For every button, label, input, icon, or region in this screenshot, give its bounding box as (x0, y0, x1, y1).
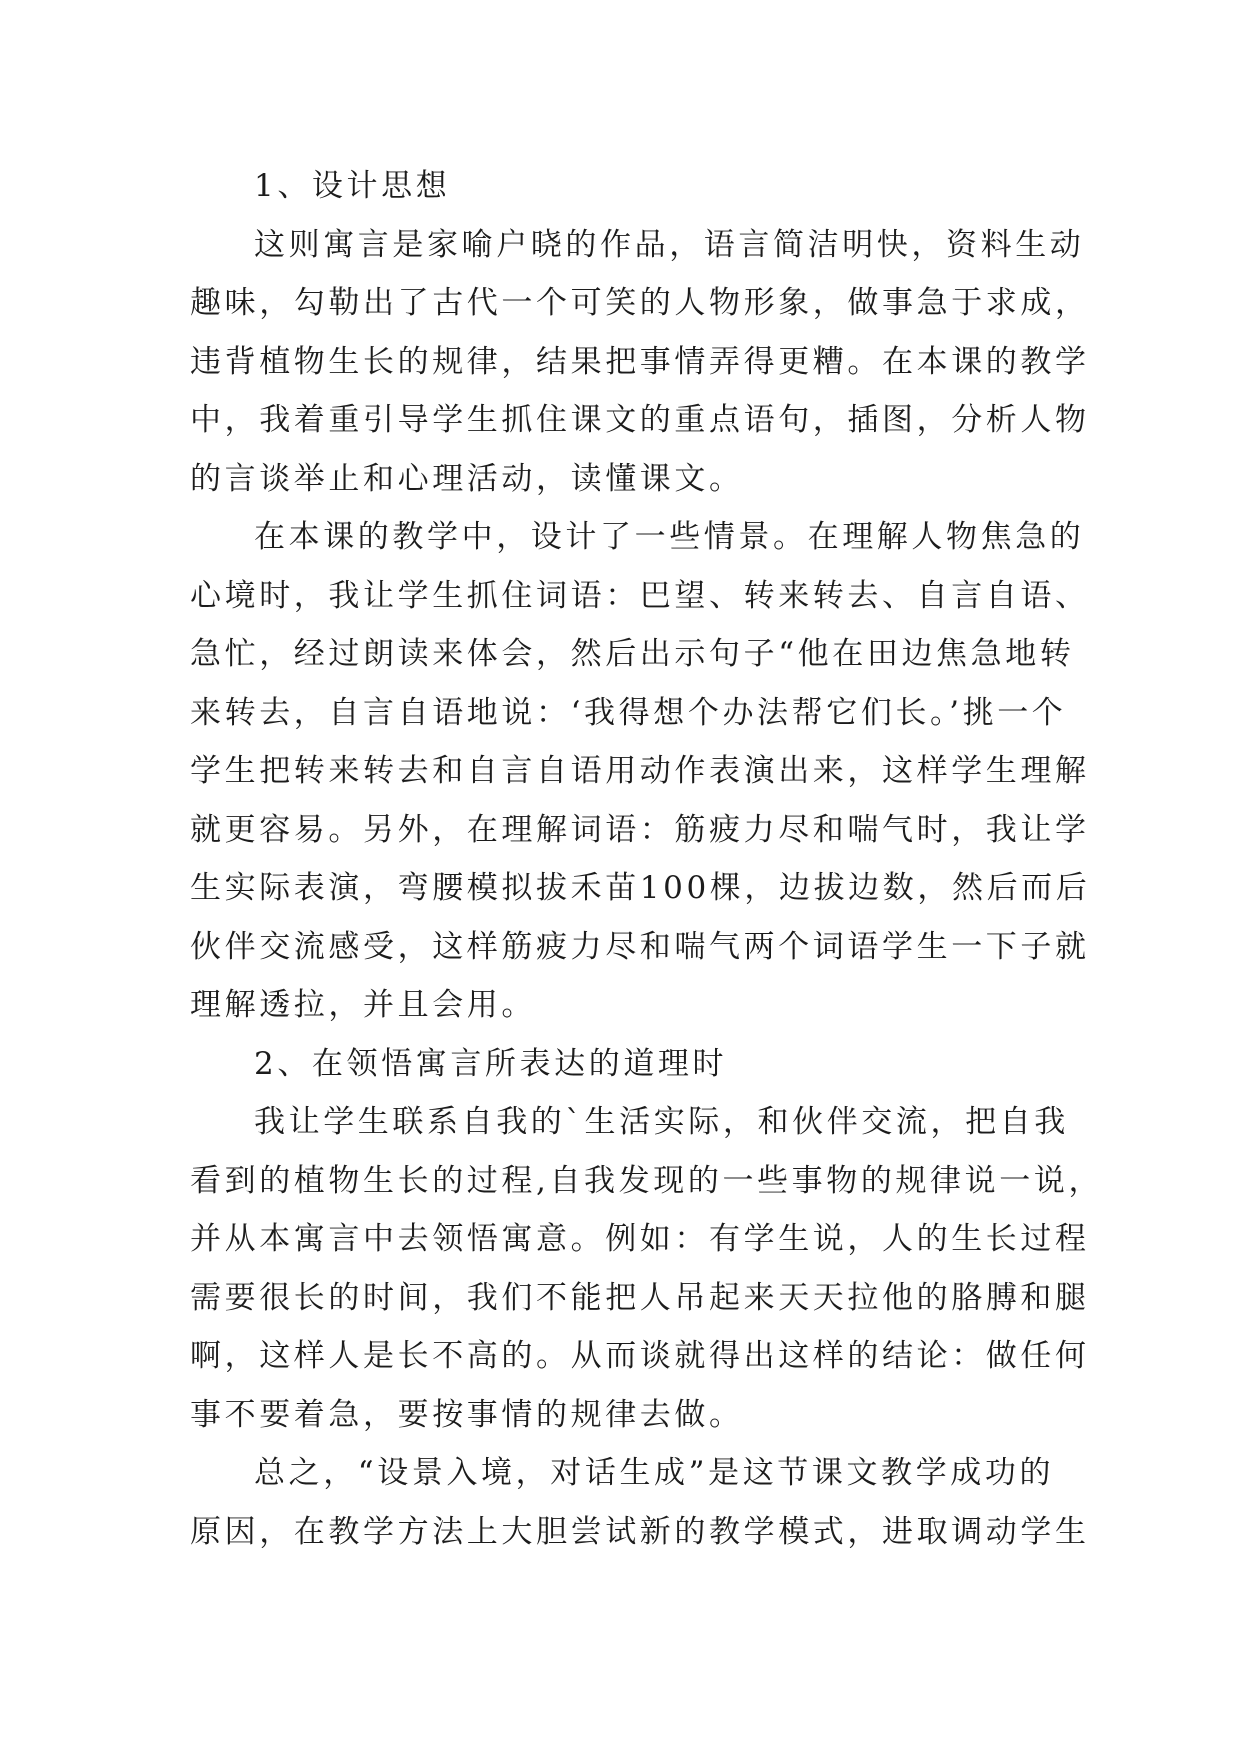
paragraph-line: 的言谈举止和心理活动，读懂课文。 (190, 460, 744, 497)
section-heading-2: 2、在领悟寓言所表达的道理时 (254, 1045, 728, 1082)
paragraph-line: 学生把转来转去和自言自语用动作表演出来，这样学生理解 (190, 753, 1090, 789)
paragraph-line: 心境时，我让学生抓住词语：巴望、转来转去、自言自语、 (190, 577, 1090, 614)
document-body (190, 157, 1104, 1561)
paragraph-line: 伙伴交流感受，这样筋疲力尽和喘气两个词语学生一下子就 (190, 928, 1090, 965)
paragraph-line: 生实际表演，弯腰模拟拔禾苗100棵，边拔边数，然后而后 (190, 870, 1091, 906)
paragraph-line: 啊，这样人是长不高的。从而谈就得出这样的结论：做任何 (190, 1338, 1090, 1374)
paragraph-line: 看到的植物生长的过程,自我发现的一些事物的规律说一说， (190, 1162, 1104, 1199)
paragraph-line: 急忙，经过朗读来体会，然后出示句子“他在田边焦急地转 (190, 636, 1075, 672)
paragraph-line: 就更容易。另外，在理解词语：筋疲力尽和喘气时，我让学 (190, 811, 1090, 848)
paragraph-line: 并从本寓言中去领悟寓意。例如：有学生说，人的生长过程 (190, 1221, 1090, 1257)
paragraph-line: 事不要着急，要按事情的规律去做。 (190, 1396, 744, 1433)
paragraph-line: 理解透拉，并且会用。 (190, 987, 536, 1023)
paragraph-line: 中，我着重引导学生抓住课文的重点语句，插图，分析人物 (190, 402, 1090, 438)
paragraph-line: 趣味，勾勒出了古代一个可笑的人物形象，做事急于求成， (190, 285, 1090, 321)
paragraph-line: 来转去，自言自语地说：‘我得想个办法帮它们长。’挑一个 (190, 694, 1067, 731)
paragraph-line: 需要很长的时间，我们不能把人吊起来天天拉他的胳膊和腿 (190, 1279, 1090, 1316)
paragraph-line: 我让学生联系自我的`生活实际，和伙伴交流，把自我 (254, 1104, 1069, 1140)
paragraph-line: 在本课的教学中，设计了一些情景。在理解人物焦急的 (254, 519, 1085, 555)
paragraph-line: 原因，在教学方法上大胆尝试新的教学模式，进取调动学生 (190, 1513, 1090, 1550)
paragraph-line: 违背植物生长的规律，结果把事情弄得更糟。在本课的教学 (190, 343, 1090, 380)
paragraph-line: 总之，“设景入境，对话生成”是这节课文教学成功的 (254, 1455, 1055, 1491)
paragraph-line: 这则寓言是家喻户晓的作品，语言简洁明快，资料生动 (254, 226, 1085, 263)
section-heading-1: 1、设计思想 (254, 168, 451, 204)
